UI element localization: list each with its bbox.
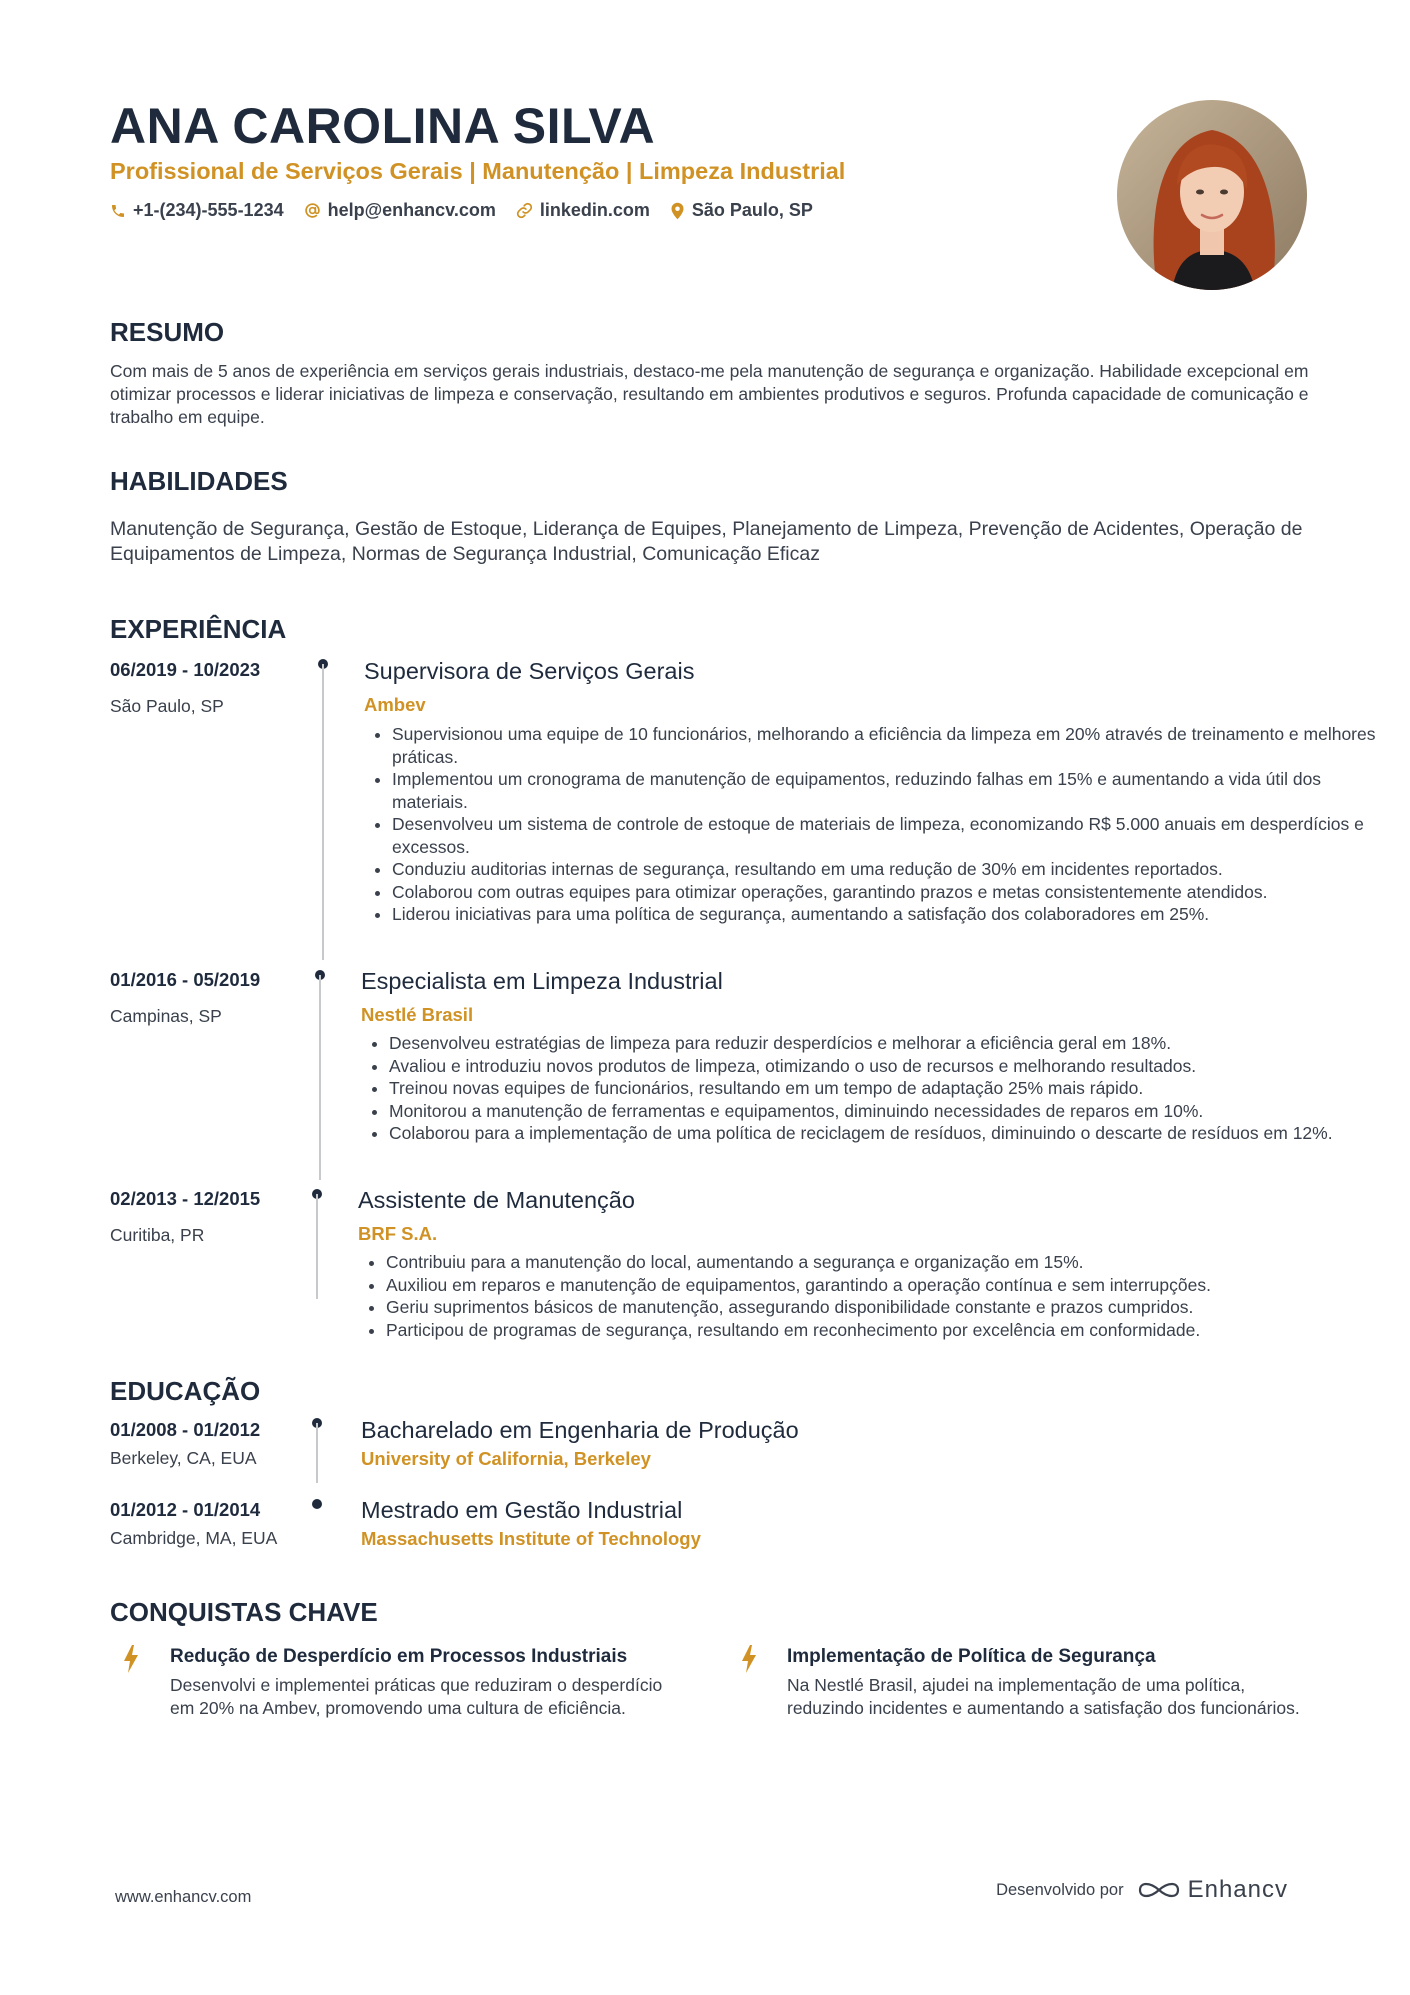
contact-linkedin[interactable]	[516, 200, 650, 221]
education-school: Massachusetts Institute of Technology	[361, 1528, 701, 1549]
bullet-item: • Treinou novas equipes de funcionários, resultando em um tempo de adaptação 25% mais rápido.	[389, 1077, 1379, 1100]
bullet-item: • Colaborou com outras equipes para otimizar operações, garantindo prazos e metas consistentemente atendidos.	[392, 881, 1382, 904]
education-heading: EDUCAÇÃO	[110, 1376, 261, 1406]
bullet-item: • Avaliou e introduziu novos produtos de limpeza, otimizando o uso de recursos e melhorando resultados.	[389, 1055, 1379, 1078]
contact-bar	[110, 200, 833, 221]
bullet-item: • Supervisionou uma equipe de 10 funcionários, melhorando a eficiência da limpeza em 20% através de treinamento e melhores práticas.	[392, 723, 1382, 768]
education-dates: 01/2008 - 01/2012	[110, 1419, 261, 1440]
bullet-item: • Auxiliou em reparos e manutenção de equipamentos, garantindo a operação contínua e sem interrupções.	[386, 1274, 1376, 1297]
location-icon	[670, 202, 685, 220]
skills-heading: HABILIDADES	[110, 466, 288, 496]
timeline-dot	[312, 1499, 322, 1509]
contact-location	[670, 200, 813, 221]
experience-role: Supervisora de Serviços Gerais	[364, 658, 695, 684]
bullet-item: • Desenvolveu estratégias de limpeza para reduzir desperdícios e melhorar a eficiência geral em 18%.	[389, 1032, 1379, 1055]
timeline-line	[319, 975, 321, 1180]
powered-by-label: Desenvolvido por	[996, 1880, 1124, 1899]
contact-location-text: São Paulo, SP	[691, 200, 813, 220]
bullet-item: • Participou de programas de segurança, resultando em reconhecimento por excelência em conformidade.	[386, 1319, 1376, 1342]
enhancv-logo-icon	[1136, 1878, 1182, 1902]
experience-company: Nestlé Brasil	[361, 1004, 474, 1025]
education-dates: 01/2012 - 01/2014	[110, 1499, 261, 1520]
achievement-title: Implementação de Política de Segurança	[787, 1646, 1156, 1667]
timeline-line	[322, 664, 324, 960]
experience-dates: 06/2019 - 10/2023	[110, 659, 261, 680]
bullet-item: • Geriu suprimentos básicos de manutenção, assegurando disponibilidade constante e prazos cumpridos.	[386, 1296, 1376, 1319]
education-degree: Mestrado em Gestão Industrial	[361, 1497, 683, 1523]
bullet-item: • Colaborou para a implementação de uma política de reciclagem de resíduos, diminuindo o descarte de resíduos em 12%.	[389, 1122, 1379, 1145]
contact-linkedin-text: linkedin.com	[539, 200, 650, 220]
bullet-item: • Desenvolveu um sistema de controle de estoque de materiais de limpeza, economizando R$ 5.000 anuais em desperdícios e excessos.	[392, 813, 1382, 858]
experience-company: Ambev	[364, 694, 426, 715]
timeline-line	[316, 1194, 318, 1299]
experience-bullets	[363, 1032, 1379, 1145]
at-icon	[304, 202, 321, 219]
experience-company: BRF S.A.	[358, 1223, 438, 1244]
experience-bullets	[366, 723, 1382, 926]
achievement-title: Redução de Desperdício em Processos Industriais	[170, 1646, 628, 1667]
contact-email[interactable]	[304, 200, 496, 221]
experience-bullets	[360, 1251, 1376, 1341]
experience-role: Especialista em Limpeza Industrial	[361, 968, 723, 994]
education-location: Berkeley, CA, EUA	[110, 1448, 257, 1468]
experience-location: Campinas, SP	[110, 1006, 222, 1026]
skills-text: Manutenção de Segurança, Gestão de Estoque, Liderança de Equipes, Planejamento de Limpeza, Prevenção de Acidentes, Operação de Equipamentos de Limpeza, Normas de Segurança Industrial, Comunicação Eficaz	[110, 518, 1303, 565]
enhancv-logo-text: Enhancv	[1187, 1876, 1288, 1903]
experience-location: São Paulo, SP	[110, 696, 224, 716]
footer-url[interactable]: www.enhancv.com	[115, 1888, 252, 1906]
summary-heading: RESUMO	[110, 317, 225, 347]
link-icon	[516, 202, 533, 219]
bullet-item: • Implementou um cronograma de manutenção de equipamentos, reduzindo falhas em 15% e aumentando a vida útil dos materiais.	[392, 768, 1382, 813]
headline: Profissional de Serviços Gerais | Manutenção | Limpeza Industrial	[110, 158, 846, 184]
achievement-text: Na Nestlé Brasil, ajudei na implementação de uma política, reduzindo incidentes e aumentando a satisfação dos funcionários.	[787, 1675, 1300, 1718]
bullet-item: • Liderou iniciativas para uma política de segurança, aumentando a satisfação dos colaboradores em 25%.	[392, 903, 1382, 926]
timeline-line	[316, 1423, 318, 1483]
experience-role: Assistente de Manutenção	[358, 1187, 635, 1213]
achievements-heading: CONQUISTAS CHAVE	[110, 1597, 378, 1627]
experience-dates: 02/2013 - 12/2015	[110, 1188, 261, 1209]
summary-text: Com mais de 5 anos de experiência em serviços gerais industriais, destaco-me pela manutenção de segurança e organização. Habilidade excepcional em otimizar processos e liderar iniciativas de limpeza e conservação, resultando em ambientes produtivos e seguros. Profunda capacidade de comunicação e trabalho em equipe.	[110, 361, 1309, 427]
bullet-item: • Contribuiu para a manutenção do local, aumentando a segurança e organização em 15%.	[386, 1251, 1376, 1274]
footer-brand[interactable]	[996, 1876, 1288, 1904]
experience-heading: EXPERIÊNCIA	[110, 614, 287, 644]
contact-email-text: help@enhancv.com	[327, 200, 496, 220]
contact-phone[interactable]	[110, 200, 284, 221]
candidate-name: ANA CAROLINA SILVA	[110, 98, 656, 154]
profile-photo	[1117, 100, 1307, 290]
phone-icon	[110, 203, 126, 219]
education-school: University of California, Berkeley	[361, 1448, 651, 1469]
contact-phone-text: +1-(234)-555-1234	[133, 200, 284, 220]
experience-dates: 01/2016 - 05/2019	[110, 969, 261, 990]
experience-location: Curitiba, PR	[110, 1225, 205, 1245]
education-degree: Bacharelado em Engenharia de Produção	[361, 1417, 799, 1443]
lightning-icon	[740, 1645, 758, 1673]
achievement-text: Desenvolvi e implementei práticas que reduziram o desperdício em 20% na Ambev, promovendo uma cultura de eficiência.	[170, 1675, 663, 1718]
lightning-icon	[122, 1645, 140, 1673]
bullet-item: • Conduziu auditorias internas de segurança, resultando em uma redução de 30% em incidentes reportados.	[392, 858, 1382, 881]
bullet-item: • Monitorou a manutenção de ferramentas e equipamentos, diminuindo necessidades de reparos em 10%.	[389, 1100, 1379, 1123]
education-location: Cambridge, MA, EUA	[110, 1528, 278, 1548]
